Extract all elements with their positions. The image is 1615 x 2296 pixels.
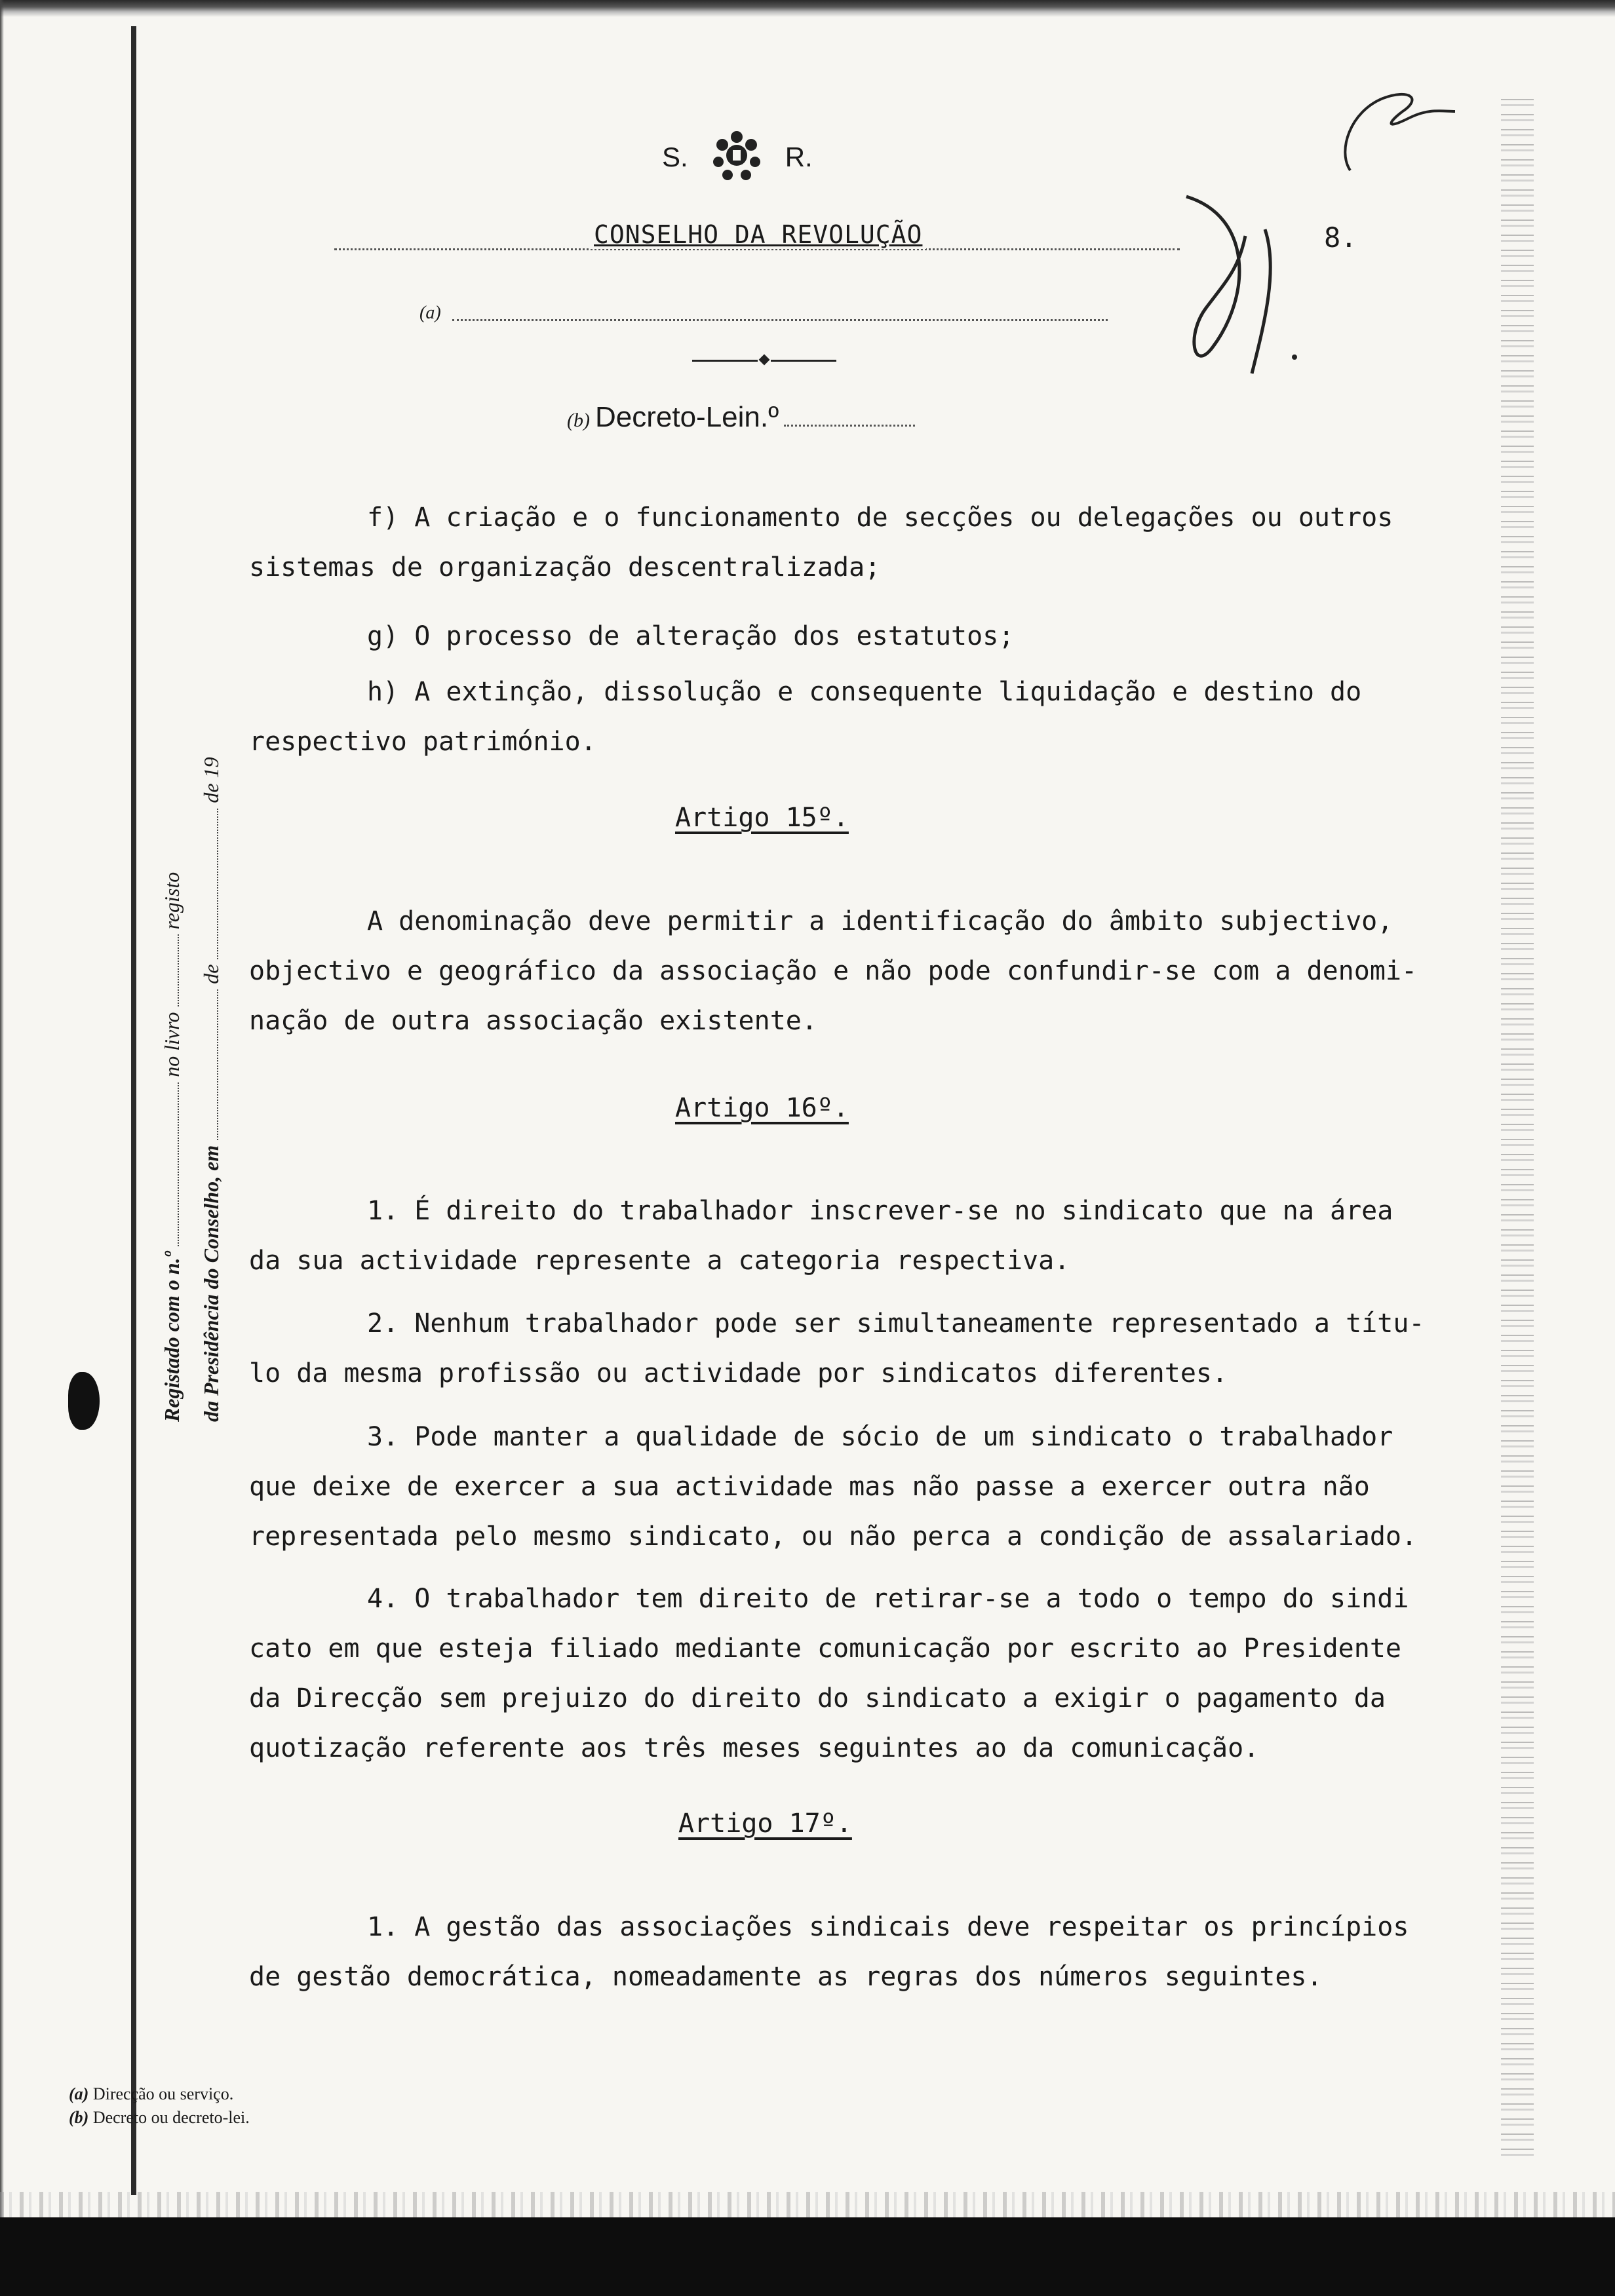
scan-bottom-noise <box>0 2192 1615 2218</box>
separator <box>692 354 836 367</box>
dotted-rule <box>784 418 915 427</box>
coat-of-arms-icon <box>705 129 768 185</box>
scan-left-edge <box>0 0 4 2296</box>
letterhead-right: R. <box>785 142 813 172</box>
article-heading: Artigo 17º. <box>678 1808 852 1839</box>
decree-line <box>567 401 915 440</box>
article-paragraph: 3. Pode manter a qualidade de sócio de um sindicato o trabalhador que deixe de exercer a sua actividade mas não passe a exercer outra não representada pelo mesmo sindicato, ou não perca a condição de assalariado. <box>249 1422 1418 1552</box>
decree-title: Decreto-Lein.º <box>594 401 779 433</box>
scan-top-edge <box>0 0 1615 17</box>
article-heading: Artigo 15º. <box>675 803 849 833</box>
footnotes <box>69 2082 250 2130</box>
decree-label: (b) <box>567 410 590 431</box>
council-line <box>334 216 1180 256</box>
article-heading: Artigo 16º. <box>675 1093 849 1123</box>
letterhead <box>662 128 813 187</box>
article-paragraph: 1. A gestão das associações sindicais deve respeitar os princípios de gestão democrática, nomeadamente as regras dos números seguintes. <box>249 1912 1409 1992</box>
footnote: (b) Decreto ou decreto-lei. <box>69 2108 250 2127</box>
clause-g: g) O processo de alteração dos estatutos; <box>367 621 1015 651</box>
clause-h: h) A extinção, dissolução e consequente liquidação e destino do respectivo património. <box>249 677 1362 757</box>
dotted-rule <box>452 319 1108 321</box>
scan-bottom-edge <box>0 2217 1615 2296</box>
handwritten-mark <box>1173 190 1311 387</box>
line-a <box>419 300 1108 326</box>
scan-right-edge-noise <box>1501 92 1534 2156</box>
article-paragraph: 4. O trabalhador tem direito de retirar-se a todo o tempo do sindi cato em que esteja filiado mediante comunicação por escrito ao Presidente da Direcção sem prejuizo do direito do sindicato a exigir o pagamento da quotização referente aos três meses seguintes ao da comunicação. <box>249 1584 1409 1763</box>
footnote: (a) Direcção ou serviço. <box>69 2084 234 2103</box>
registration-line-1: Registado com o n.º no livro registo <box>160 871 184 1422</box>
letterhead-left: S. <box>662 142 688 172</box>
article-paragraph: 2. Nenhum trabalhador pode ser simultaneamente representado a títu- lo da mesma profissão ou actividade por sindicatos diferentes. <box>249 1309 1425 1388</box>
registration-line-2: da Presidência do Conselho, em de de 19 <box>199 757 223 1422</box>
council-title: CONSELHO DA REVOLUÇÃO <box>590 220 926 249</box>
margin-rule <box>131 26 136 2195</box>
line-a-label: (a) <box>419 303 441 323</box>
registration-margin <box>152 757 231 1422</box>
clause-f: f) A criação e o funcionamento de secções ou delegações ou outros sistemas de organização descentralizada; <box>249 503 1393 583</box>
article-paragraph: 1. É direito do trabalhador inscrever-se no sindicato que na área da sua actividade represente a categoria respectiva. <box>249 1196 1393 1276</box>
article-paragraph: A denominação deve permitir a identificação do âmbito subjectivo, objectivo e geográfico da associação e não pode confundir-se com a denomi- nação de outra associação existente. <box>249 906 1418 1036</box>
handwritten-initials <box>1311 72 1468 190</box>
page-number: 8. <box>1324 221 1357 254</box>
punch-hole <box>68 1372 100 1430</box>
